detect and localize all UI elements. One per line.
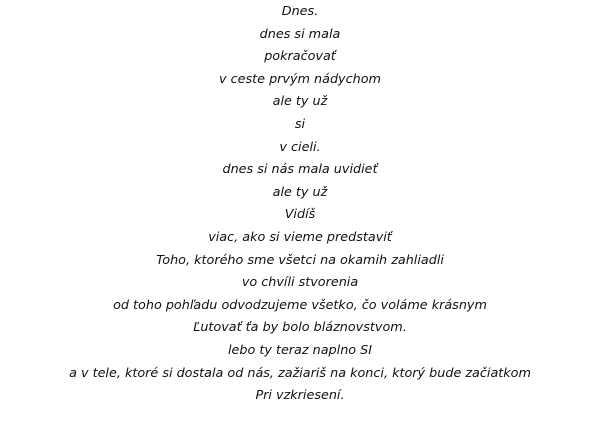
poem-line: ale ty už [272,94,328,110]
poem-line: vo chvíli stvorenia [241,275,359,291]
poem-line: pokračovať [264,49,336,65]
poem-line: Dnes. [281,4,319,19]
poem-line: od toho pohľadu odvodzujeme všetko, čo voláme krásnym [113,297,487,313]
poem-line: dnes si mala [259,26,341,42]
poem-line: Vidíš [284,207,316,223]
poem-line: dnes si nás mala uvidieť [222,162,378,178]
poem-line: Ľutovať ťa by bolo bláznovstvom. [193,320,407,336]
poem-line: viac, ako si vieme predstaviť [208,230,392,245]
poem-line: Toho, ktorého sme všetci na okamih zahliadli [156,252,444,268]
poem-line: v cieli. [279,139,321,155]
poem-line: ale ty už [272,184,328,200]
poem-line: Pri vzkriesení. [255,388,345,404]
poem-line: a v tele, ktoré si dostala od nás, zažiariš na konci, ktorý bude začiatkom [69,365,531,381]
poem-line: v ceste prvým nádychom [219,71,381,87]
poem-line: lebo ty teraz naplno SI [227,343,373,358]
poem-line: si [294,117,306,132]
